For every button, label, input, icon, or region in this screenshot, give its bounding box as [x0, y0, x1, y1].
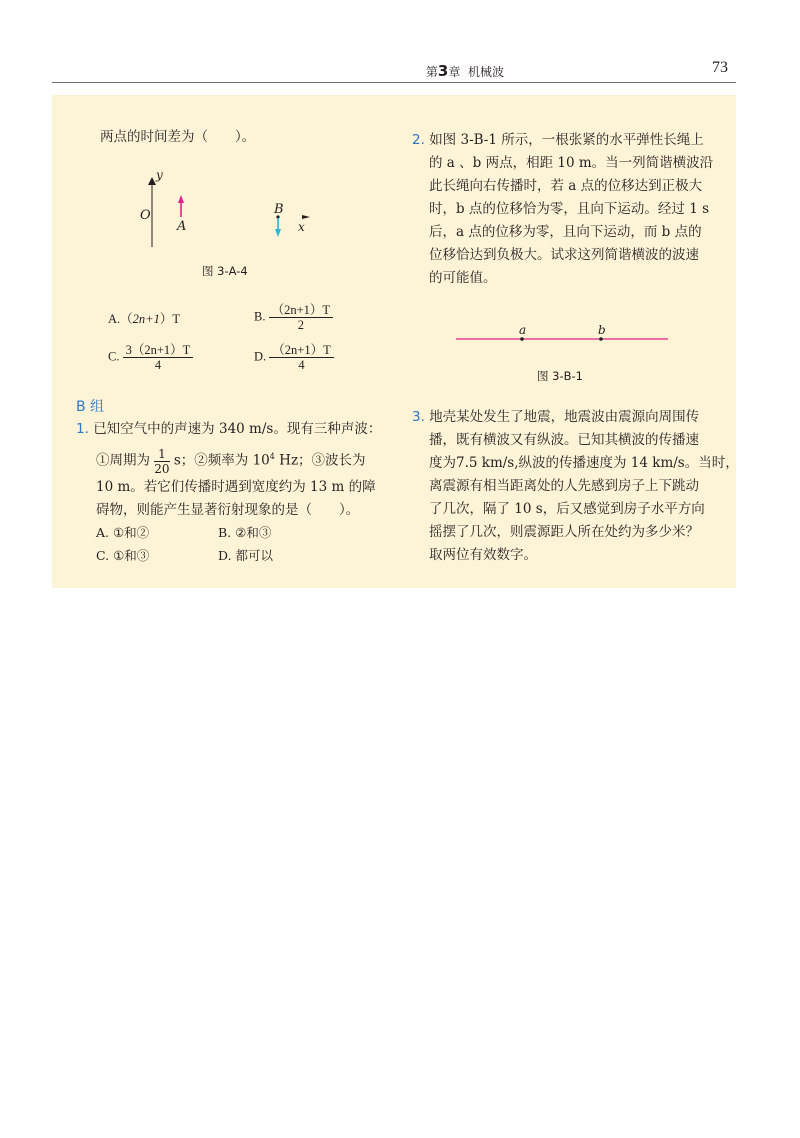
chapter-suffix: 章 — [448, 65, 461, 79]
arrow-a-head — [178, 195, 184, 203]
q1-option-a: A. ①和② — [96, 525, 150, 540]
q2-line5: 后，a 点的位移为零，且向下运动，而 b 点的 — [429, 224, 702, 240]
q3-line3: 度为7.5 km/s,纵波的传播速度为 14 km/s。当时， — [429, 455, 739, 471]
q2-line1: 2. 如图 3-B-1 所示，一根张紧的水平弹性长绳上 — [412, 132, 704, 148]
option-d-fraction: $\frac{(2n+1)T}{4}$ — [269, 343, 333, 372]
chapter-prefix: 第 — [425, 65, 438, 79]
q1-option-c: C. ①和③ — [96, 548, 150, 563]
option-c-fraction: $\frac{3(2n+1)T}{4}$ — [123, 343, 194, 372]
q3-line1: 3. 地壳某处发生了地震，地震波由震源向周围传 — [412, 409, 700, 425]
q1-line3: 10 m。若它们传播时遇到宽度约为 13 m 的障 — [96, 479, 376, 495]
y-axis-arrowhead — [148, 177, 156, 185]
q2-line7: 的可能值。 — [429, 270, 497, 286]
q2-line6: 位移恰达到负极大。试求这列简谐横波的波速 — [429, 247, 699, 263]
chapter-title: 机械波 — [467, 65, 504, 79]
q1-line4: 碍物，则能产生显著衍射现象的是（ ）。 — [96, 502, 360, 518]
group-b-title: B 组 — [76, 399, 105, 415]
q2-line4: 时，b 点的位移恰为零，且向下运动。经过 1 s — [429, 201, 710, 217]
label-x: x — [298, 220, 305, 234]
fig-label-a: a — [519, 323, 527, 337]
q1-option-d: D. 都可以 — [218, 548, 274, 563]
arrow-b-head — [275, 229, 281, 237]
option-c: C. $\frac{3(2n+1)T}{4}$ — [108, 343, 193, 372]
q3-number: 3. — [412, 409, 425, 425]
point-b-dot — [599, 337, 603, 341]
q3-line7: 取两位有效数字。 — [429, 547, 537, 563]
q3-line4: 离震源有相当距离处的人先感到房子上下跳动 — [429, 478, 699, 494]
option-a: A.（2n+1）T — [108, 312, 180, 326]
label-o: O — [140, 208, 151, 223]
q1-number: 1. — [76, 421, 89, 437]
option-b: B. $\frac{(2n+1)T}{2}$ — [254, 303, 333, 332]
option-b-fraction: $\frac{(2n+1)T}{2}$ — [269, 303, 333, 332]
q2-line2: 的 a 、b 两点，相距 10 m。当一列简谐横波沿 — [429, 155, 714, 171]
page-header — [52, 58, 736, 83]
q2-number: 2. — [412, 132, 425, 148]
q2-line3: 此长绳向右传播时，若 a 点的位移达到正极大 — [429, 178, 703, 194]
figure-3-b-1 — [456, 333, 668, 345]
continued-question-line: 两点的时间差为（ ）。 — [100, 129, 256, 145]
q3-line5: 了几次，隔了 10 s，后又感觉到房子水平方向 — [429, 501, 705, 517]
figure-caption-3-a-4: 图 3-A-4 — [202, 264, 248, 278]
q1-line1: 1. 已知空气中的声速为 340 m/s。现有三种声波： — [76, 421, 382, 437]
label-b: B — [274, 202, 284, 217]
chapter-heading — [426, 62, 504, 80]
q3-line6: 摇摆了几次，则震源距人所在处约为多少米？ — [429, 524, 699, 540]
label-y: y — [156, 168, 163, 182]
option-d: D. $\frac{(2n+1)T}{4}$ — [254, 343, 334, 372]
point-a-dot — [520, 337, 524, 341]
q3-line2: 播，既有横波又有纵波。已知其横波的传播速 — [429, 432, 699, 448]
exercise-panel — [52, 95, 739, 588]
chapter-number: 3 — [437, 62, 449, 80]
label-a: A — [177, 219, 187, 234]
fig-label-b: b — [598, 323, 606, 337]
figure-caption-3-b-1: 图 3-B-1 — [537, 369, 583, 383]
x-direction-arrow — [302, 215, 310, 219]
q1-period-fraction: $\frac{1}{20}$ — [154, 446, 170, 476]
q1-line2: ①周期为 $\frac{1}{20}$ s；②频率为 $10^4$ Hz；③波长为 — [96, 446, 366, 476]
figure-3-a-4 — [132, 175, 332, 255]
q1-option-b: B. ②和③ — [218, 525, 272, 540]
page-number: 73 — [712, 59, 728, 76]
